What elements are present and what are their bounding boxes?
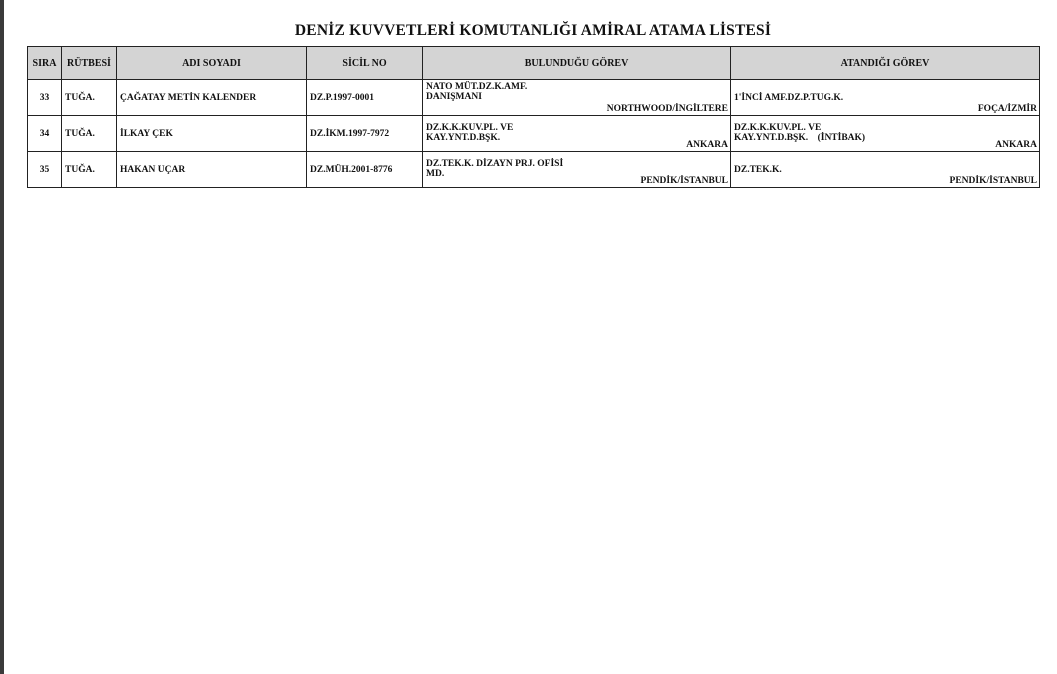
header-row	[28, 47, 1040, 80]
cell-sira: 35	[28, 152, 62, 188]
cell-sicil: DZ.İKM.1997-7972	[307, 116, 423, 152]
duty-title	[426, 159, 563, 179]
duty-title-line: DZ.TEK.K. DİZAYN PRJ. OFİSİ	[426, 159, 564, 169]
table-row	[28, 80, 1040, 116]
duty-title	[734, 123, 865, 143]
duty-title	[734, 165, 782, 175]
duty-location: FOÇA/İZMİR	[977, 104, 1037, 114]
cell-ad: İLKAY ÇEK	[117, 116, 307, 152]
duty-location: PENDİK/İSTANBUL	[949, 176, 1037, 186]
left-edge-bar	[0, 0, 4, 674]
document-title: DENİZ KUVVETLERİ KOMUTANLIĞI AMİRAL ATAMA LİSTESİ	[294, 22, 772, 39]
duty-title-line: 1'İNCİ AMF.DZ.P.TUG.K.	[734, 93, 844, 103]
cell-rutbe: TUĞA.	[62, 80, 117, 116]
duty-title	[734, 93, 843, 103]
duty-title	[426, 82, 527, 102]
duty-title-line: DZ.K.K.KUV.PL. VE	[426, 123, 514, 133]
header-atandigi: ATANDIĞI GÖREV	[731, 47, 1040, 80]
duty-title-line: NATO MÜT.DZ.K.AMF.	[426, 82, 528, 92]
cell-bulundugu	[423, 80, 731, 116]
cell-rutbe: TUĞA.	[62, 116, 117, 152]
duty-location: ANKARA	[995, 140, 1037, 150]
header-sicil: SİCİL NO	[307, 47, 423, 80]
cell-ad: ÇAĞATAY METİN KALENDER	[117, 80, 307, 116]
duty-title-line: MD.	[426, 169, 445, 179]
cell-ad: HAKAN UÇAR	[117, 152, 307, 188]
assignment-table	[27, 46, 1040, 188]
cell-atandigi	[731, 116, 1040, 152]
header-ad: ADI SOYADI	[117, 47, 307, 80]
table-body	[28, 80, 1040, 188]
header-rutbe: RÜTBESİ	[62, 47, 117, 80]
cell-sira: 33	[28, 80, 62, 116]
cell-bulundugu	[423, 152, 731, 188]
cell-bulundugu	[423, 116, 731, 152]
cell-sicil: DZ.P.1997-0001	[307, 80, 423, 116]
duty-title-line: DANIŞMANI	[426, 92, 482, 102]
duty-title	[426, 123, 513, 143]
table-header	[28, 47, 1040, 80]
duty-title-line: DZ.TEK.K.	[734, 165, 782, 175]
cell-atandigi	[731, 152, 1040, 188]
duty-location: ANKARA	[686, 140, 728, 150]
duty-title-line: KAY.YNT.D.BŞK.	[426, 133, 501, 143]
duty-location: NORTHWOOD/İNGİLTERE	[606, 104, 728, 114]
header-bulundugu: BULUNDUĞU GÖREV	[423, 47, 731, 80]
table-row	[28, 152, 1040, 188]
cell-sicil: DZ.MÜH.2001-8776	[307, 152, 423, 188]
cell-rutbe: TUĞA.	[62, 152, 117, 188]
cell-atandigi	[731, 80, 1040, 116]
table-row	[28, 116, 1040, 152]
duty-title-line: DZ.K.K.KUV.PL. VE	[734, 123, 822, 133]
duty-title-line: KAY.YNT.D.BŞK. (İNTİBAK)	[734, 133, 866, 143]
duty-location: PENDİK/İSTANBUL	[640, 176, 728, 186]
cell-sira: 34	[28, 116, 62, 152]
header-sira: SIRA	[28, 47, 62, 80]
